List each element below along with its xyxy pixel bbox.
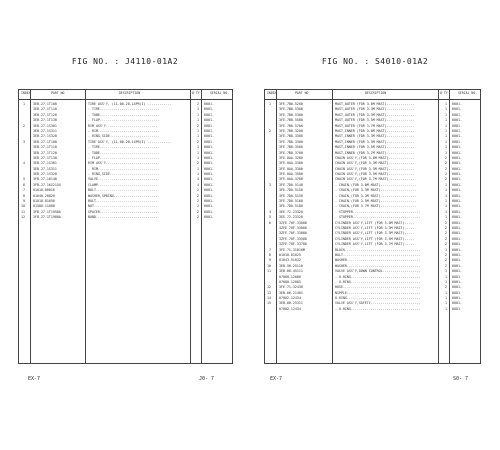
description-cell: WASHER..................................... <box>335 258 421 263</box>
qty-cell: 2 <box>445 155 447 160</box>
part-no-cell: 3EB-27-1S301 <box>33 123 57 128</box>
description-cell: . FLAP.............................. <box>88 155 160 160</box>
qty-cell: 1 <box>445 145 447 150</box>
description-cell: . TIRE.............................. <box>88 145 160 150</box>
part-no-cell: 3EB-66-21401 <box>279 290 303 295</box>
part-no-cell: 3EB-27-1S311 <box>33 128 57 133</box>
part-no-cell: 3FE-7B0-5500 <box>279 118 303 123</box>
part-no-cell: 3EB-27-1S301 <box>33 161 57 166</box>
description-cell: MAST,OUTER (FOR 3.5M MAST).............. <box>335 118 415 123</box>
part-no-cell: 3ZFE-70F-33000 <box>279 225 307 230</box>
part-no-cell: 3EB-66-25311 <box>279 301 303 306</box>
left-fig-title: FIG NO. : J4110-01A2 <box>71 57 179 66</box>
part-no-cell: 07002-12434 <box>279 296 301 301</box>
description-cell: . STOPPER.................................. <box>335 215 421 220</box>
index-cell: 10 <box>267 263 271 268</box>
serial-no-cell: 6001- <box>452 269 462 274</box>
header-serial-no: SERIAL NO. <box>210 91 230 95</box>
index-cell: 11 <box>267 269 271 274</box>
serial-no-cell: 6001- <box>204 155 214 160</box>
header-serial-no: SERIAL NO. <box>458 91 478 95</box>
right-page <box>250 0 500 450</box>
part-no-cell: 3EB-27-1T130 <box>33 118 57 123</box>
part-no-cell: 3EB-27-1T120 <box>33 112 57 117</box>
description-cell: VALVE ASS'Y,DOWN CONTROL................... <box>335 269 421 274</box>
part-no-cell: 3FE-0AA-3300 <box>279 161 303 166</box>
qty-cell: 2 <box>197 139 199 144</box>
qty-cell: 2 <box>445 231 447 236</box>
qty-cell: 2 <box>445 172 447 177</box>
qty-cell: 1 <box>445 215 447 220</box>
header-index: INDEX <box>267 91 277 95</box>
part-no-cell: 3ZFE-70F-33000 <box>279 231 307 236</box>
description-cell: . O-RING................................... <box>335 279 421 284</box>
serial-no-cell: 6001- <box>452 102 462 106</box>
index-cell: 7 <box>23 188 25 193</box>
index-cell: 4 <box>23 161 25 166</box>
qty-cell: 1 <box>445 209 447 214</box>
serial-no-cell: 6001- <box>452 236 462 241</box>
part-no-cell: 01010-80816 <box>33 188 55 193</box>
part-no-cell: 3EB-27-1T130 <box>33 155 57 160</box>
qty-cell: 2 <box>445 236 447 241</box>
part-no-cell: 3EB-27-1S320 <box>33 134 57 139</box>
qty-cell: 1 <box>197 107 199 112</box>
header-part-no: PART NO <box>51 91 65 95</box>
description-cell: . CHAIN,(FOR 3.5M MAST).................. <box>335 199 417 204</box>
qty-cell: 1 <box>197 172 199 177</box>
description-cell: . CHAIN,(FOR 3.7M MAST).................. <box>335 204 417 209</box>
qty-cell: 2 <box>197 123 199 128</box>
index-cell: 13 <box>267 290 271 295</box>
right-table-header <box>265 90 480 100</box>
serial-no-cell: 6001- <box>452 161 462 166</box>
qty-cell: 2 <box>197 188 199 193</box>
right-footer-code: EX-7 <box>270 376 283 382</box>
left-page-number: J0- 7 <box>199 376 215 382</box>
serial-no-cell: 6001- <box>452 134 462 139</box>
qty-cell: 1 <box>445 123 447 128</box>
qty-cell: 1 <box>445 188 447 193</box>
qty-cell: 1 <box>197 166 199 171</box>
description-cell: CHAIN ASS'Y,(FOR 3.0M MAST)............. <box>335 155 415 160</box>
description-cell: MAST,INNER (FOR 3.0M MAST).............. <box>335 128 415 133</box>
description-cell: . TUBE.............................. <box>88 150 160 155</box>
description-cell: SPACER............................. <box>88 209 158 214</box>
serial-no-cell: 6001- <box>452 279 462 284</box>
serial-no-cell: 6001- <box>204 209 214 214</box>
serial-no-cell: 6001- <box>204 102 214 106</box>
table-row <box>19 215 232 220</box>
part-no-cell: 3FE-7B0-5200 <box>279 102 303 106</box>
description-cell: MAST,INNER (FOR 3.3M MAST).............. <box>335 139 415 144</box>
qty-cell: 1 <box>445 112 447 117</box>
description-cell: O-RING..................................... <box>335 296 421 301</box>
header-qty: Q'TY <box>192 91 200 95</box>
qty-cell: 1 <box>445 274 447 279</box>
part-no-cell: 3ZFE-70F-33700 <box>279 242 307 247</box>
right-rows <box>265 102 480 312</box>
part-no-cell: 3FE-7D0-5140 <box>279 182 303 187</box>
description-cell: . O-RING................................... <box>335 274 421 279</box>
qty-cell: 1 <box>197 112 199 117</box>
description-cell: CYLINDER ASS'Y,LIFT (FOR 3.3M MAST)..... <box>335 231 415 236</box>
serial-no-cell: 6001- <box>204 123 214 128</box>
description-cell: BOLT............................... <box>88 199 158 204</box>
index-cell: 1 <box>23 102 25 106</box>
description-cell: NUT................................ <box>88 204 158 209</box>
description-cell: VALVE.............................. <box>88 177 158 182</box>
serial-no-cell: 6001- <box>452 166 462 171</box>
description-cell: . TUBE.............................. <box>88 112 160 117</box>
index-cell: 2 <box>269 128 271 133</box>
description-cell: WASHER,SPRING...................... <box>88 193 158 198</box>
serial-no-cell: 6001- <box>452 177 462 182</box>
description-cell: . RING,SIDE......................... <box>88 172 160 177</box>
qty-cell: 2 <box>445 161 447 166</box>
qty-cell: 1 <box>445 199 447 204</box>
header-description: DESCRIPTION <box>365 91 387 95</box>
qty-cell: 2 <box>197 199 199 204</box>
part-no-cell: 3ZFE-70F-33500 <box>279 236 307 241</box>
serial-no-cell: 6001- <box>452 204 462 209</box>
part-no-cell: 3EE-72-23320 <box>279 209 303 214</box>
part-no-cell: 3FE-7B0-3700 <box>279 150 303 155</box>
description-cell: CYLINDER ASS'Y,LIFT (FOR 3.3M MAST)..... <box>335 225 415 230</box>
description-cell: . CHAIN,(FOR 3.0M MAST).................. <box>335 182 417 187</box>
left-rows <box>19 102 232 221</box>
description-cell: . RIM............................... <box>88 166 160 171</box>
description-cell: . RIM............................... <box>88 128 160 133</box>
serial-no-cell: 6001- <box>452 252 462 257</box>
qty-cell: 2 <box>197 161 199 166</box>
qty-cell: 2 <box>197 102 199 106</box>
serial-no-cell: 6001- <box>204 215 214 220</box>
qty-cell: 1 <box>445 107 447 112</box>
part-no-cell: 3FE-0AA-3700 <box>279 177 303 182</box>
part-no-cell: 3EB-27-1T100 <box>33 139 57 144</box>
qty-cell: 1 <box>197 128 199 133</box>
index-cell: 7 <box>269 247 271 252</box>
serial-no-cell: 6001- <box>452 220 462 225</box>
part-no-cell: 3FE-0AA-3300 <box>279 166 303 171</box>
qty-cell: 2 <box>445 252 447 257</box>
index-cell: 8 <box>269 252 271 257</box>
part-no-cell: 3FB-27-1T1950A <box>33 209 61 214</box>
part-no-cell: 3FE-7D0-5150 <box>279 193 303 198</box>
part-no-cell: 3EB-27-1S311 <box>33 166 57 171</box>
serial-no-cell: 6001- <box>452 306 462 311</box>
part-no-cell: 3ZFE-70F-33000 <box>279 220 307 225</box>
description-cell: MAST,OUTER (FOR 3.7M MAST).............. <box>335 123 415 128</box>
qty-cell: 2 <box>197 193 199 198</box>
part-no-cell: 3EB-27-1T110 <box>33 145 57 150</box>
description-cell: HOSE....................................... <box>335 285 421 290</box>
description-cell: BOLT....................................... <box>335 252 421 257</box>
description-cell: . STOPPER.................................. <box>335 209 421 214</box>
qty-cell: 1 <box>197 118 199 123</box>
description-cell: RIM ASS'Y.......................... <box>88 161 158 166</box>
part-no-cell: 3EB-27-1T110 <box>33 107 57 112</box>
description-cell: CHAIN ASS'Y,(FOR 3.7M MAST)............. <box>335 177 415 182</box>
index-cell: 4 <box>269 209 271 214</box>
description-cell: NIPPLE..................................... <box>335 290 421 295</box>
serial-no-cell: 6001- <box>452 242 462 247</box>
part-no-cell: 3FE-7B0-3300 <box>279 134 303 139</box>
serial-no-cell: 6001- <box>204 150 214 155</box>
serial-no-cell: 6001- <box>204 118 214 123</box>
qty-cell: 2 <box>445 258 447 263</box>
qty-cell: 4 <box>197 177 199 182</box>
description-cell: CHAIN ASS'Y,(FOR 3.5M MAST)............. <box>335 172 415 177</box>
qty-cell: 1 <box>445 306 447 311</box>
qty-cell: 1 <box>445 296 447 301</box>
description-cell: . CHAIN,(FOR 3.3M MAST).................. <box>335 188 417 193</box>
qty-cell: 2 <box>197 209 199 214</box>
part-no-cell: 3FE-0AA-3500 <box>279 172 303 177</box>
description-cell: . RING,SIDE......................... <box>88 134 160 139</box>
part-no-cell: 3FE-7B0-5300 <box>279 112 303 117</box>
serial-no-cell: 6001- <box>204 145 214 150</box>
qty-cell: 1 <box>445 118 447 123</box>
qty-cell: 1 <box>445 193 447 198</box>
part-no-cell: 3FE-7B0-5300 <box>279 107 303 112</box>
serial-no-cell: 6001- <box>452 155 462 160</box>
header-index: INDEX <box>21 91 31 95</box>
part-no-cell: 3EE-72-23320 <box>279 215 303 220</box>
serial-no-cell: 6001- <box>204 166 214 171</box>
serial-no-cell: 6001- <box>452 263 462 268</box>
serial-no-cell: 6001- <box>204 188 214 193</box>
table-row <box>265 307 480 312</box>
index-cell: 10 <box>21 204 25 209</box>
serial-no-cell: 6001- <box>204 161 214 166</box>
serial-no-cell: 6001- <box>204 134 214 139</box>
index-cell: 1 <box>269 102 271 106</box>
description-cell: BAND............................... <box>88 215 158 220</box>
header-qty: Q'TY <box>440 91 448 95</box>
index-cell: 8 <box>23 193 25 198</box>
description-cell: CHAIN ASS'Y,(FOR 3.3M MAST)............. <box>335 161 415 166</box>
qty-cell: 2 <box>445 285 447 290</box>
header-part-no: PART NO <box>295 91 309 95</box>
index-cell: 12 <box>21 215 25 220</box>
serial-no-cell: 6001- <box>204 172 214 177</box>
qty-cell: 1 <box>197 134 199 139</box>
index-cell: 6 <box>269 220 271 225</box>
serial-no-cell: 6001- <box>452 231 462 236</box>
serial-no-cell: 6001- <box>452 258 462 263</box>
part-no-cell: 3FE-71-32430 <box>279 285 303 290</box>
part-no-cell: 01643-51032 <box>279 258 301 263</box>
qty-cell: 1 <box>445 102 447 106</box>
description-cell: MAST,OUTER (FOR 3.3M MAST).............. <box>335 107 415 112</box>
description-cell: BOLT............................... <box>88 188 158 193</box>
part-no-cell: 01010-81650 <box>33 199 55 204</box>
description-cell: BLOCK...................................... <box>335 247 421 252</box>
qty-cell: 1 <box>445 182 447 187</box>
part-no-cell: 3FE-7D0-5180 <box>279 204 303 209</box>
serial-no-cell: 6001- <box>204 107 214 112</box>
serial-no-cell: 6001- <box>204 112 214 117</box>
index-cell: 14 <box>267 296 271 301</box>
index-cell: 9 <box>23 199 25 204</box>
index-cell: 12 <box>267 285 271 290</box>
description-cell: VALVE ASS'Y,SAFETY......................... <box>335 301 421 306</box>
qty-cell: 1 <box>445 269 447 274</box>
index-cell: 11 <box>21 209 25 214</box>
index-cell: 2 <box>23 123 25 128</box>
serial-no-cell: 6001- <box>204 139 214 144</box>
serial-no-cell: 6001- <box>452 274 462 279</box>
part-no-cell: 3EB-27-1T100 <box>33 102 57 106</box>
description-cell: . CHAIN,(FOR 3.3M MAST).................. <box>335 193 417 198</box>
part-no-cell: 3FE-7D0-5150 <box>279 188 303 193</box>
description-cell: CHAIN ASS'Y,(FOR 3.3M MAST)............. <box>335 166 415 171</box>
left-footer-code: EX-7 <box>28 376 41 382</box>
serial-no-cell: 6001- <box>204 177 214 182</box>
qty-cell: 2 <box>445 263 447 268</box>
description-cell: TIRE ASS'Y, (11.00-20-14PR(I) ............ <box>88 102 172 106</box>
serial-no-cell: 6001- <box>452 139 462 144</box>
description-cell: MAST,OUTER (FOR 3.0M MAST).............. <box>335 102 415 106</box>
serial-no-cell: 6001- <box>452 123 462 128</box>
part-no-cell: 01580-11008 <box>33 204 55 209</box>
header-description: DESCRIPTION <box>119 91 141 95</box>
right-fig-title: FIG NO. : S4010-01A2 <box>321 57 429 66</box>
serial-no-cell: 6001- <box>452 193 462 198</box>
part-no-cell: 3FE-7B0-3500 <box>279 145 303 150</box>
qty-cell: 1 <box>445 279 447 284</box>
description-cell: RIM ASS'Y.......................... <box>88 123 158 128</box>
index-cell: 6 <box>23 182 25 187</box>
qty-cell: 1 <box>445 247 447 252</box>
qty-cell: 1 <box>445 301 447 306</box>
qty-cell: 1 <box>197 155 199 160</box>
qty-cell: 2 <box>445 220 447 225</box>
index-cell: 15 <box>267 301 271 306</box>
serial-no-cell: 6001- <box>452 172 462 177</box>
right-page-number: S0- 7 <box>453 376 469 382</box>
serial-no-cell: 6001- <box>452 247 462 252</box>
qty-cell: 2 <box>445 242 447 247</box>
serial-no-cell: 6001- <box>452 145 462 150</box>
description-cell: . TIRE.............................. <box>88 107 160 112</box>
serial-no-cell: 6001- <box>452 112 462 117</box>
left-parts-table <box>18 89 233 364</box>
serial-no-cell: 6001- <box>452 182 462 187</box>
index-cell: 3 <box>269 182 271 187</box>
right-parts-table <box>264 89 481 364</box>
part-no-cell: 3EB-27-1T120 <box>33 150 57 155</box>
part-no-cell: 3FE-7B0-5700 <box>279 123 303 128</box>
description-cell: MAST,INNER (FOR 3.7M MAST).............. <box>335 150 415 155</box>
description-cell: CLAMP.............................. <box>88 182 158 187</box>
part-no-cell: 3FE-71-31810M <box>279 247 305 252</box>
serial-no-cell: 6001- <box>452 128 462 133</box>
part-no-cell: 07002-12434 <box>279 306 301 311</box>
description-cell: . O-RING................................... <box>335 306 421 311</box>
serial-no-cell: 6001- <box>452 225 462 230</box>
qty-cell: 2 <box>445 225 447 230</box>
description-cell: MAST,INNER (FOR 3.3M MAST).............. <box>335 134 415 139</box>
part-no-cell: 07000-12065 <box>279 279 301 284</box>
qty-cell: 4 <box>197 182 199 187</box>
part-no-cell: 01010-81025 <box>279 252 301 257</box>
description-cell: CYLINDER ASS'Y,LIFT (FOR 3.7M MAST)..... <box>335 242 415 247</box>
serial-no-cell: 6001- <box>452 215 462 220</box>
qty-cell: 2 <box>197 204 199 209</box>
description-cell: CYLINDER ASS'Y,LIFT (FOR 3.0M MAST)..... <box>335 220 415 225</box>
qty-cell: 2 <box>445 166 447 171</box>
qty-cell: 1 <box>445 204 447 209</box>
part-no-cell: 3EB-66-45111 <box>279 269 303 274</box>
serial-no-cell: 6001- <box>204 128 214 133</box>
serial-no-cell: 6001- <box>452 188 462 193</box>
serial-no-cell: 6001- <box>452 290 462 295</box>
part-no-cell: 3FB-27-1612154 <box>33 182 61 187</box>
serial-no-cell: 6001- <box>452 199 462 204</box>
part-no-cell: 3FE-7B0-3200 <box>279 128 303 133</box>
serial-no-cell: 6001- <box>452 285 462 290</box>
description-cell: MAST,OUTER (FOR 3.3M MAST).............. <box>335 112 415 117</box>
serial-no-cell: 6001- <box>452 118 462 123</box>
serial-no-cell: 6001- <box>204 182 214 187</box>
part-no-cell: 01640-20820 <box>33 193 55 198</box>
part-no-cell: 3FE-7D0-5160 <box>279 199 303 204</box>
index-cell: 5 <box>269 215 271 220</box>
index-cell: 5 <box>23 177 25 182</box>
qty-cell: 1 <box>445 128 447 133</box>
qty-cell: 1 <box>445 150 447 155</box>
part-no-cell: 3FB-27-1T1980A <box>33 215 61 220</box>
serial-no-cell: 6001- <box>204 204 214 209</box>
qty-cell: 2 <box>445 177 447 182</box>
index-cell: 3 <box>23 139 25 144</box>
description-cell: TIRE ASS'Y, (11.00-20-14PR(I) ............ <box>88 139 172 144</box>
part-no-cell: 3FE-0AA-3200 <box>279 155 303 160</box>
serial-no-cell: 6001- <box>452 107 462 112</box>
part-no-cell: 3EB-50-25110 <box>279 263 303 268</box>
qty-cell: 1 <box>445 290 447 295</box>
part-no-cell: 3EB-27-1S320 <box>33 172 57 177</box>
serial-no-cell: 6001- <box>452 301 462 306</box>
qty-cell: 2 <box>197 215 199 220</box>
serial-no-cell: 6001- <box>452 209 462 214</box>
description-cell: CYLINDER ASS'Y,LIFT (FOR 3.5M MAST)..... <box>335 236 415 241</box>
serial-no-cell: 6001- <box>204 193 214 198</box>
qty-cell: 1 <box>197 145 199 150</box>
part-no-cell: 3FE-7B0-3300 <box>279 139 303 144</box>
description-cell: . FLAP.............................. <box>88 118 160 123</box>
description-cell: MAST,INNER (FOR 3.5M MAST).............. <box>335 145 415 150</box>
serial-no-cell: 6001- <box>452 296 462 301</box>
description-cell: WASHER..................................... <box>335 263 421 268</box>
qty-cell: 1 <box>445 134 447 139</box>
part-no-cell: 3FB-27-16140 <box>33 177 57 182</box>
qty-cell: 1 <box>445 139 447 144</box>
part-no-cell: 07000-12060 <box>279 274 301 279</box>
serial-no-cell: 6001- <box>204 199 214 204</box>
serial-no-cell: 6001- <box>452 150 462 155</box>
qty-cell: 1 <box>197 150 199 155</box>
index-cell: 9 <box>269 258 271 263</box>
